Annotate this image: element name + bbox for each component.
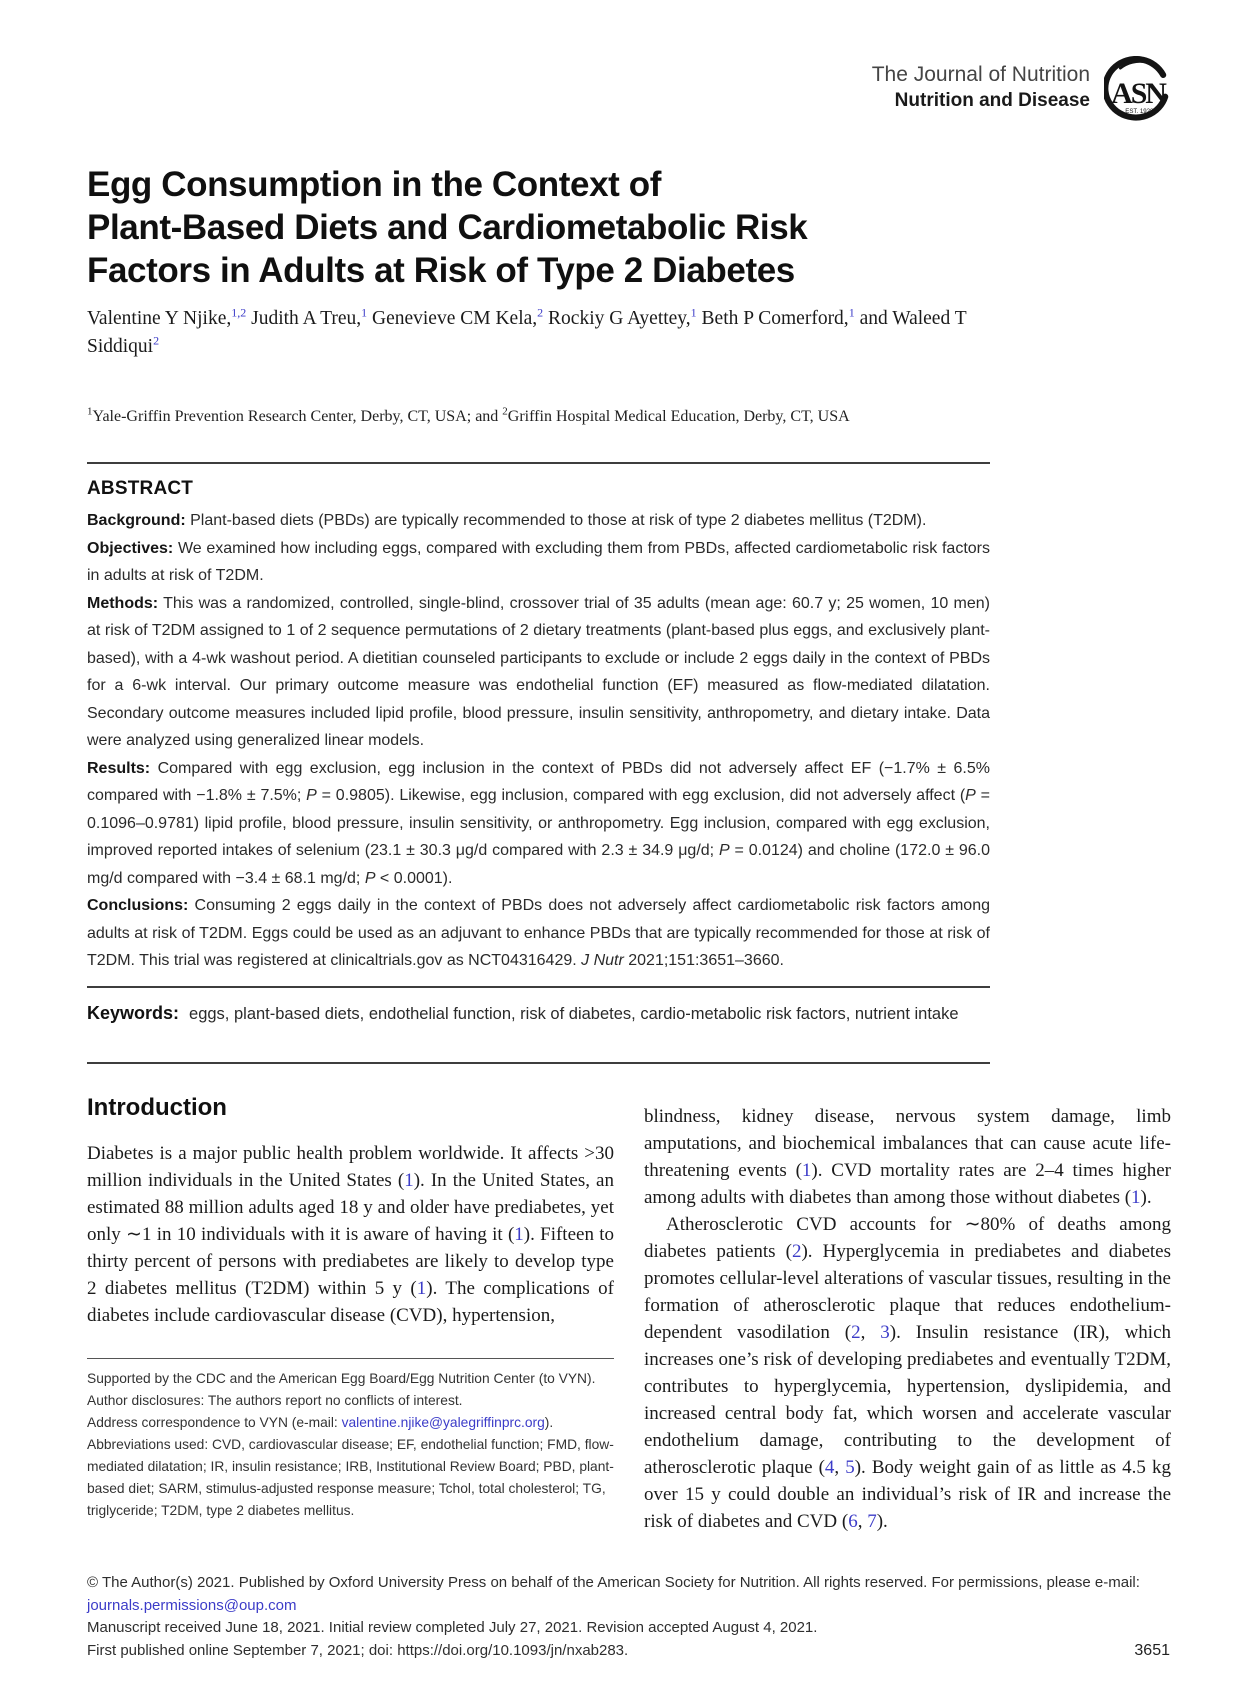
footer-text (87, 1597, 296, 1614)
footer-line (87, 1572, 1170, 1595)
abstract-body (87, 507, 990, 975)
abstract-heading: ABSTRACT (87, 478, 194, 499)
footnote-line: Address correspondence to VYN (e-mail: valentine.njike@yalegriffinprc.org). (87, 1415, 554, 1430)
author-name: and Waleed T Siddiqui (87, 308, 967, 357)
abstract-section (87, 478, 990, 975)
affiliations: $^1$Yale-Griffin Prevention Research Center, Derby, CT, USA; and $^2$Griffin Hospital Medical Education, Derby, CT, USA (87, 405, 850, 425)
abstract-paragraph-label: Conclusions: (87, 897, 189, 914)
intro-left-column (87, 1140, 614, 1329)
footnotes (87, 1368, 614, 1522)
author-name: Valentine Y Njike, (87, 308, 232, 329)
reference-link[interactable]: 3 (880, 1322, 890, 1343)
author-list (87, 305, 967, 361)
article-title-line: Factors in Adults at Risk of Type 2 Diabetes (87, 251, 795, 290)
abstract-paragraph-label: Background: (87, 512, 186, 529)
abstract-paragraph: Objectives: We examined how including eggs, compared with excluding them from PBDs, affected cardiometabolic risk factors in adults at risk of T2DM. (87, 539, 990, 584)
author-name: Beth P Comerford, (696, 308, 849, 329)
reference-link[interactable]: 1 (404, 1170, 414, 1191)
reference-link[interactable]: 1 (1131, 1187, 1141, 1208)
horizontal-rule (87, 462, 990, 464)
journal-header (872, 56, 1172, 132)
abstract-paragraph-label: Methods: (87, 594, 159, 612)
reference-link[interactable]: 4 (824, 1457, 835, 1478)
abstract-paragraph: Results: Compared with egg exclusion, egg inclusion in the context of PBDs did not adversely affect EF (−1.7% ± 6.5% compared with −1.8% ± 7.5%; P = 0.9805). Likewise, egg inclusion, compared with egg exclusion, did not adversely affect (P = 0.1096–0.9781) lipid profile, blood pressure, insulin sensitivity, or anthropometry. Egg inclusion, compared with egg exclusion, improved reported intakes of selenium (23.1 ± 30.3 μg/d compared with 2.3 ± 34.9 μg/d; P = 0.0124) and choline (172.0 ± 96.0 mg/d compared with −3.4 ± 68.1 mg/d; P < 0.0001). (87, 759, 990, 887)
author-affiliation-sup[interactable]: 2 (537, 305, 544, 320)
asn-logo-icon (1104, 56, 1172, 132)
abstract-paragraph: Conclusions: Consuming 2 eggs daily in the context of PBDs does not adversely affect cardiometabolic risk factors among adults at risk of T2DM. Eggs could be used as an adjuvant to enhance PBDs that are typically recommended for those at risk of T2DM. This trial was registered at clinicaltrials.gov as NCT04316429. J Nutr 2021;151:3651–3660. (87, 897, 990, 969)
author-name: Genevieve CM Kela, (367, 308, 538, 329)
asn-logo-est: EST. 1928 (1125, 108, 1154, 116)
introduction-heading: Introduction (87, 1094, 227, 1121)
footer-text: © The Author(s) 2021. Published by Oxford University Press on behalf of the American Society for Nutrition. All rights reserved. For permissions, please e-mail: (87, 1574, 1140, 1591)
article-title (87, 163, 1007, 292)
author-affiliation-sup[interactable]: 1 (848, 305, 855, 320)
page-footer (87, 1572, 1170, 1662)
asn-logo-text: ASN (1111, 76, 1165, 110)
abstract-paragraph: Background: Plant-based diets (PBDs) are typically recommended to those at risk of type 2 diabetes mellitus (T2DM). (87, 512, 927, 529)
footer-text: Manuscript received June 18, 2021. Initial review completed July 27, 2021. Revision accepted August 4, 2021. (87, 1619, 818, 1636)
intro-paragraph: blindness, kidney disease, nervous system damage, limb amputations, and biochemical imbalances that can cause acute life-threatening events (1). CVD mortality rates are 2–4 times higher among adults with diabetes than among those without diabetes (1). (644, 1106, 1171, 1208)
journal-titles (872, 56, 1090, 113)
abstract-paragraph-label: Objectives: (87, 539, 174, 557)
reference-link[interactable]: 1 (514, 1224, 524, 1245)
author-name: Rockiy G Ayettey, (543, 308, 691, 329)
intro-paragraph: Atherosclerotic CVD accounts for ∼80% of deaths among diabetes patients (2). Hyperglycemia in prediabetes and diabetes promotes cellular-level alterations of vascular tissues, resulting in the formation of atherosclerotic plaque that reduces endothelium-dependent vasodilation (2, 3). Insulin resistance (IR), which increases one’s risk of developing prediabetes and eventually T2DM, contributes to hyperglycemia, hypertension, dyslipidemia, and increased central body fat, which worsen and accelerate vascular endothelium damage, contributing to the development of atherosclerotic plaque (4, 5). Body weight gain of as little as 4.5 kg over 15 y could double an individual’s risk of IR and increase the risk of diabetes and CVD (6, 7). (644, 1214, 1172, 1532)
author-affiliation-sup[interactable]: 1 (690, 305, 697, 320)
journal-section-name: Nutrition and Disease (894, 90, 1090, 111)
keywords (87, 1000, 990, 1028)
reference-link[interactable]: 2 (791, 1241, 802, 1262)
footnote-line: Author disclosures: The authors report no conflicts of interest. (87, 1393, 463, 1408)
intro-paragraph: Diabetes is a major public health problem worldwide. It affects >30 million individuals in the United States (1). In the United States, an estimated 88 million adults aged 18 y and older have prediabetes, yet only ∼1 in 10 individuals with it is aware of having it (1). Fifteen to thirty percent of persons with prediabetes are likely to develop type 2 diabetes mellitus (T2DM) within 5 y (1). The complications of diabetes include cardiovascular disease (CVD), hypertension, (87, 1143, 615, 1326)
email-link[interactable]: valentine.njike@yalegriffinprc.org (341, 1415, 545, 1430)
footer-line (87, 1640, 1170, 1663)
footer-line (87, 1595, 1170, 1618)
article-title-line: Plant-Based Diets and Cardiometabolic Risk (87, 208, 808, 247)
reference-link[interactable]: 1 (801, 1160, 812, 1181)
footnote-line: Supported by the CDC and the American Egg Board/Egg Nutrition Center (to VYN). (87, 1371, 596, 1386)
author-affiliation-sup[interactable]: 2 (153, 333, 160, 348)
journal-name: The Journal of Nutrition (871, 63, 1090, 86)
footer-text: First published online September 7, 2021; doi: https://doi.org/10.1093/jn/nxab283. (87, 1641, 629, 1659)
reference-link[interactable]: 6 (848, 1511, 858, 1532)
footer-line (87, 1617, 1170, 1640)
abstract-paragraph: Methods: This was a randomized, controlled, single-blind, crossover trial of 35 adults (mean age: 60.7 y; 25 women, 10 men) at risk of T2DM assigned to 1 of 2 sequence permutations of 2 dietary treatments (plant-based plus eggs, and exclusively plant-based), with a 4-wk washout period. A dietitian counseled participants to exclude or include 2 eggs daily in the context of PBDs for a 6-wk interval. Our primary outcome measure was endothelial function (EF) measured as flow-mediated dilatation. Secondary outcome measures included lipid profile, blood pressure, insulin sensitivity, anthropometry, and dietary intake. Data were analyzed using generalized linear models. (87, 594, 990, 749)
abstract-paragraph-label: Results: (87, 759, 151, 777)
reference-link[interactable]: 7 (867, 1511, 877, 1532)
reference-link[interactable]: 2 (851, 1322, 861, 1343)
footnote-rule (87, 1358, 614, 1359)
author-affiliation-sup[interactable]: 1,2 (231, 305, 247, 320)
horizontal-rule (87, 1062, 990, 1064)
author-affiliation-sup[interactable]: 1 (361, 305, 368, 320)
email-link[interactable]: journals.permissions@oup.com (87, 1596, 297, 1614)
keywords-label: Keywords: (87, 1003, 180, 1023)
keywords-text: eggs, plant-based diets, endothelial function, risk of diabetes, cardio-metabolic risk factors, nutrient intake (189, 1005, 959, 1023)
intro-right-column (644, 1103, 1171, 1535)
reference-link[interactable]: 5 (845, 1457, 855, 1478)
author-name: Judith A Treu, (246, 308, 362, 329)
horizontal-rule (87, 986, 990, 988)
page-number: 3651 (1134, 1641, 1170, 1659)
reference-link[interactable]: 1 (416, 1278, 427, 1299)
footnote-line: Abbreviations used: CVD, cardiovascular disease; EF, endothelial function; FMD, flow-mediated dilatation; IR, insulin resistance; IRB, Institutional Review Board; PBD, plant-based diet; SARM, stimulus-adjusted response measure; Tchol, total cholesterol; TG, triglyceride; T2DM, type 2 diabetes mellitus. (87, 1437, 614, 1518)
article-title-line: Egg Consumption in the Context of (87, 165, 661, 204)
